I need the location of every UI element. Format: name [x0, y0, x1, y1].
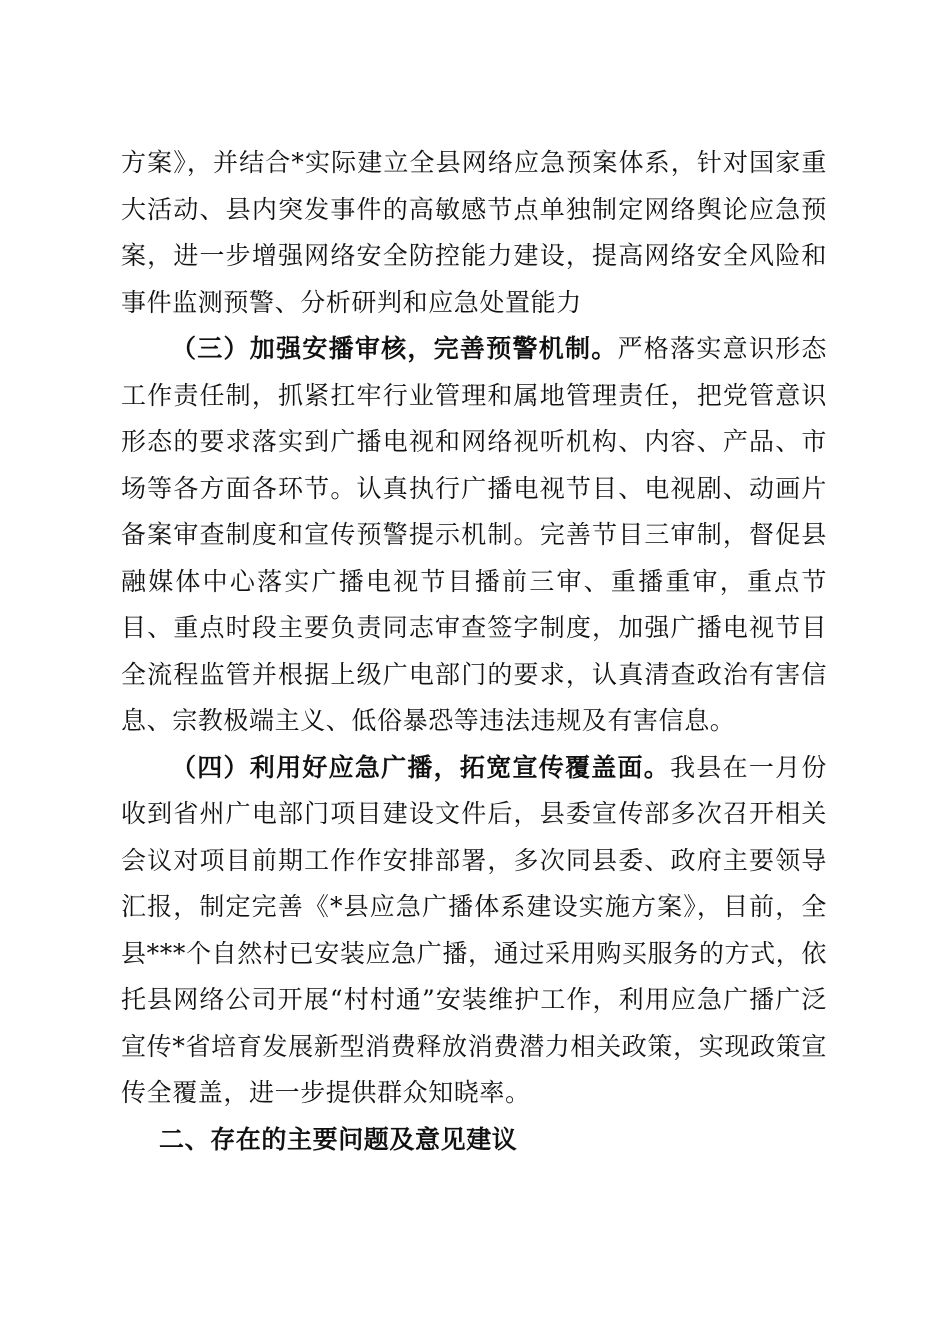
paragraph-section-3 [121, 326, 827, 745]
paragraph-continuation [121, 140, 827, 326]
paragraph-section-4 [121, 745, 827, 1117]
paragraph-text: 方案》，并结合*实际建立全县网络应急预案体系，针对国家重大活动、县内突发事件的高敏感节点单独制定网络舆论应急预案，进一步增强网络安全防控能力建设，提高网络安全风险和事件监测预警、分析研判和应急处置能力 [121, 148, 827, 317]
paragraph-text: 严格落实意识形态工作责任制，抓紧扛牢行业管理和属地管理责任，把党管意识形态的要求落实到广播电视和网络视听机构、内容、产品、市场等各方面各环节。认真执行广播电视节目、电视剧、动画片备案审查制度和宣传预警提示机制。完善节目三审制，督促县融媒体中心落实广播电视节目播前三审、重播重审，重点节目、重点时段主要负责同志审查签字制度，加强广播电视节目全流程监管并根据上级广电部门的要求，认真清查政治有害信息、宗教极端主义、低俗暴恐等违法违规及有害信息。 [121, 334, 827, 735]
paragraph-lead-heading: （四）利用好应急广播，拓宽宣传覆盖面。 [171, 752, 671, 782]
paragraph-text: 我县在一月份收到省州广电部门项目建设文件后，县委宣传部多次召开相关会议对项目前期工作作安排部署，多次同县委、政府主要领导汇报，制定完善《*县应急广播体系建设实施方案》，目前，全县***个自然村已安装应急广播，通过采用购买服务的方式，依托县网络公司开展“村村通”安装维护工作，利用应急广播广泛宣传*省培育发展新型消费释放消费潜力相关政策，实现政策宣传全覆盖，进一步提供群众知晓率。 [121, 752, 827, 1107]
paragraph-lead-heading: （三）加强安播审核，完善预警机制。 [171, 334, 618, 363]
document-body [121, 140, 827, 1163]
section-heading: 二、存在的主要问题及意见建议 [159, 1124, 518, 1154]
